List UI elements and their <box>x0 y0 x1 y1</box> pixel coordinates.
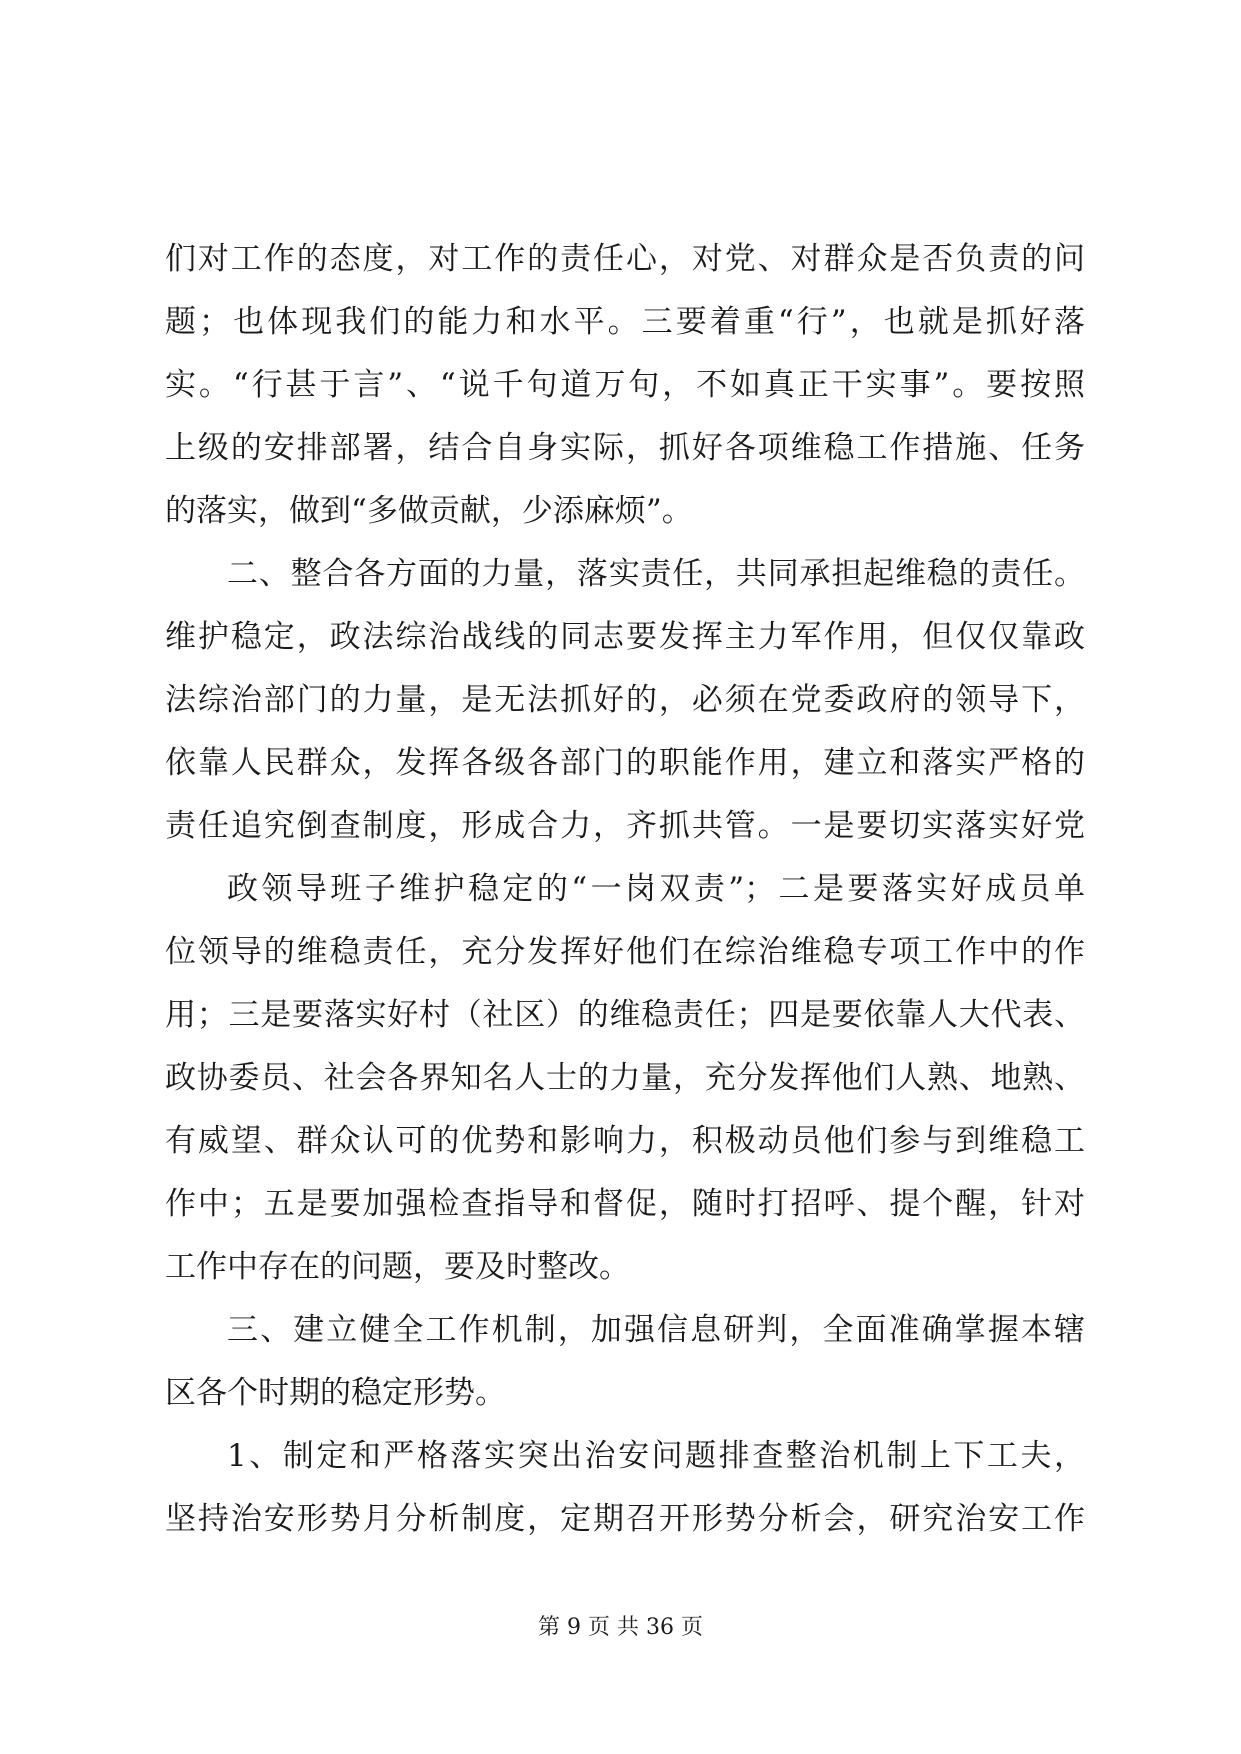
page-number-label: 第 9 页 共 36 页 <box>538 1615 703 1640</box>
text-line: 实。“行甚于言”、“说千句道万句，不如真正干实事”。要按照 <box>165 367 1085 403</box>
text-line: 法综治部门的力量，是无法抓好的，必须在党委政府的领导下， <box>165 682 1085 718</box>
text-line: 政领导班子维护稳定的“一岗双责”；二是要落实好成员单 <box>227 871 1085 907</box>
text-line: 依靠人民群众，发挥各级各部门的职能作用，建立和落实严格的 <box>165 745 1085 781</box>
text-line: 用；三是要落实好村（社区）的维稳责任；四是要依靠人大代表、 <box>165 997 1085 1033</box>
page-footer <box>0 1613 1241 1643</box>
text-line: 区各个时期的稳定形势。 <box>165 1375 506 1411</box>
text-line: 二、整合各方面的力量，落实责任，共同承担起维稳的责任。 <box>227 556 1085 592</box>
text-line: 1、制定和严格落实突出治安问题排查整治机制上下工夫， <box>227 1438 1085 1474</box>
text-line: 们对工作的态度，对工作的责任心，对党、对群众是否负责的问 <box>165 241 1085 277</box>
text-line: 工作中存在的问题，要及时整改。 <box>165 1249 630 1285</box>
text-line: 维护稳定，政法综治战线的同志要发挥主力军作用，但仅仅靠政 <box>165 619 1085 655</box>
text-line: 坚持治安形势月分析制度，定期召开形势分析会，研究治安工作 <box>165 1501 1085 1537</box>
text-line: 三、建立健全工作机制，加强信息研判，全面准确掌握本辖 <box>227 1312 1085 1348</box>
text-line: 有威望、群众认可的优势和影响力，积极动员他们参与到维稳工 <box>165 1123 1085 1159</box>
text-line: 上级的安排部署，结合自身实际，抓好各项维稳工作措施、任务 <box>165 430 1085 466</box>
text-line: 政协委员、社会各界知名人士的力量，充分发挥他们人熟、地熟、 <box>165 1060 1085 1096</box>
text-line: 题；也体现我们的能力和水平。三要着重“行”，也就是抓好落 <box>165 304 1085 340</box>
text-line: 作中；五是要加强检查指导和督促，随时打招呼、提个醒，针对 <box>165 1186 1085 1222</box>
text-line: 位领导的维稳责任，充分发挥好他们在综治维稳专项工作中的作 <box>165 934 1085 970</box>
body-text <box>165 228 1085 1551</box>
text-line: 责任追究倒查制度，形成合力，齐抓共管。一是要切实落实好党 <box>165 808 1085 844</box>
text-line: 的落实，做到“多做贡献，少添麻烦”。 <box>165 493 693 529</box>
